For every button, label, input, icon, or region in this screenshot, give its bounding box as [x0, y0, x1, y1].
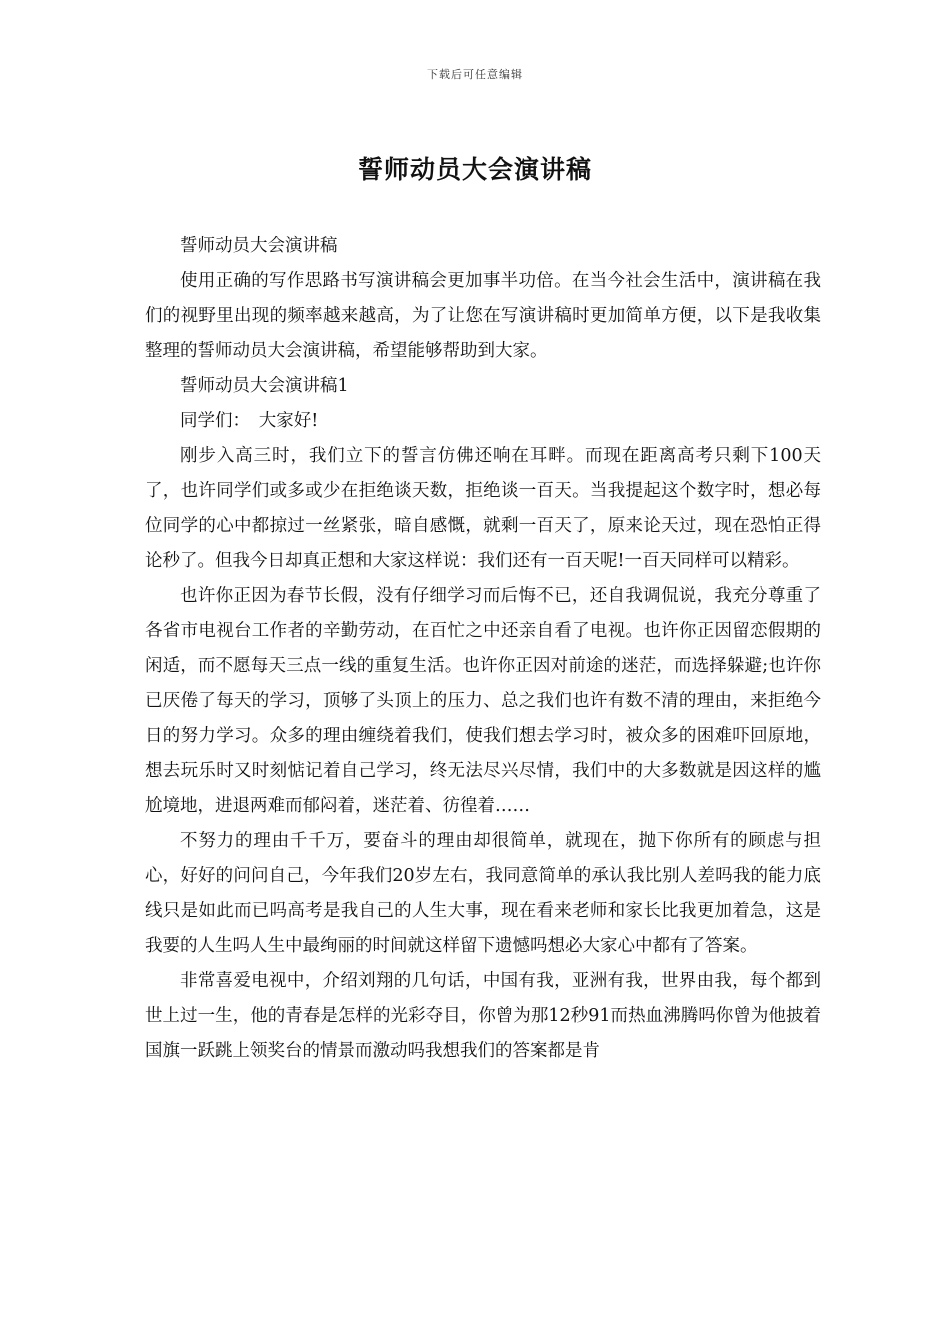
paragraph-body-2: 也许你正因为春节长假，没有仔细学习而后悔不已，还自我调侃说，我充分尊重了各省市电视台工作者的辛勤劳动，在百忙之中还亲自看了电视。也许你正因留恋假期的闲适，而不愿每天三点一线的重复生活。也许你正因对前途的迷茫，而选择躲避;也许你已厌倦了每天的学习，顶够了头顶上的压力、总之我们也许有数不清的理由，来拒绝今日的努力学习。众多的理由缠绕着我们，使我们想去学习时，被众多的困难吓回原地，想去玩乐时又时刻惦记着自己学习，终无法尽兴尽情，我们中的大多数就是因这样的尴尬境地，进退两难而郁闷着，迷茫着、彷徨着……	[145, 586, 821, 816]
paragraph-speech-heading: 誓师动员大会演讲稿1	[180, 376, 349, 396]
paragraph-body-3: 不努力的理由千千万，要奋斗的理由却很简单，就现在，抛下你所有的顾虑与担心，好好的问问自己，今年我们20岁左右，我同意简单的承认我比别人差吗我的能力底线只是如此而已吗高考是我自己的人生大事，现在看来老师和家长比我更加着急，这是我要的人生吗人生中最绚丽的时间就这样留下遗憾吗想必大家心中都有了答案。	[145, 831, 821, 956]
document-body	[145, 229, 821, 1069]
document-title: 誓师动员大会演讲稿	[357, 155, 592, 184]
paragraph-greeting: 同学们： 大家好!	[180, 411, 319, 431]
paragraph-intro: 使用正确的写作思路书写演讲稿会更加事半功倍。在当今社会生活中，演讲稿在我们的视野里出现的频率越来越高，为了让您在写演讲稿时更加简单方便，以下是我收集整理的誓师动员大会演讲稿，希望能够帮助到大家。	[145, 271, 821, 361]
paragraph-body-1: 刚步入高三时，我们立下的誓言仿佛还响在耳畔。而现在距离高考只剩下100天了，也许同学们或多或少在拒绝谈天数，拒绝谈一百天。当我提起这个数字时，想必每位同学的心中都掠过一丝紧张，暗自感慨，就剩一百天了，原来论天过，现在恐怕正得论秒了。但我今日却真正想和大家这样说：我们还有一百天呢!一百天同样可以精彩。	[145, 446, 821, 571]
paragraph-body-4: 非常喜爱电视中，介绍刘翔的几句话，中国有我，亚洲有我，世界由我，每个都到世上过一生，他的青春是怎样的光彩夺目，你曾为那12秒91而热血沸腾吗你曾为他披着国旗一跃跳上领奖台的情景而激动吗我想我们的答案都是肯	[145, 971, 821, 1061]
header-note: 下载后可任意编辑	[427, 68, 523, 81]
paragraph-subtitle: 誓师动员大会演讲稿	[180, 236, 338, 256]
